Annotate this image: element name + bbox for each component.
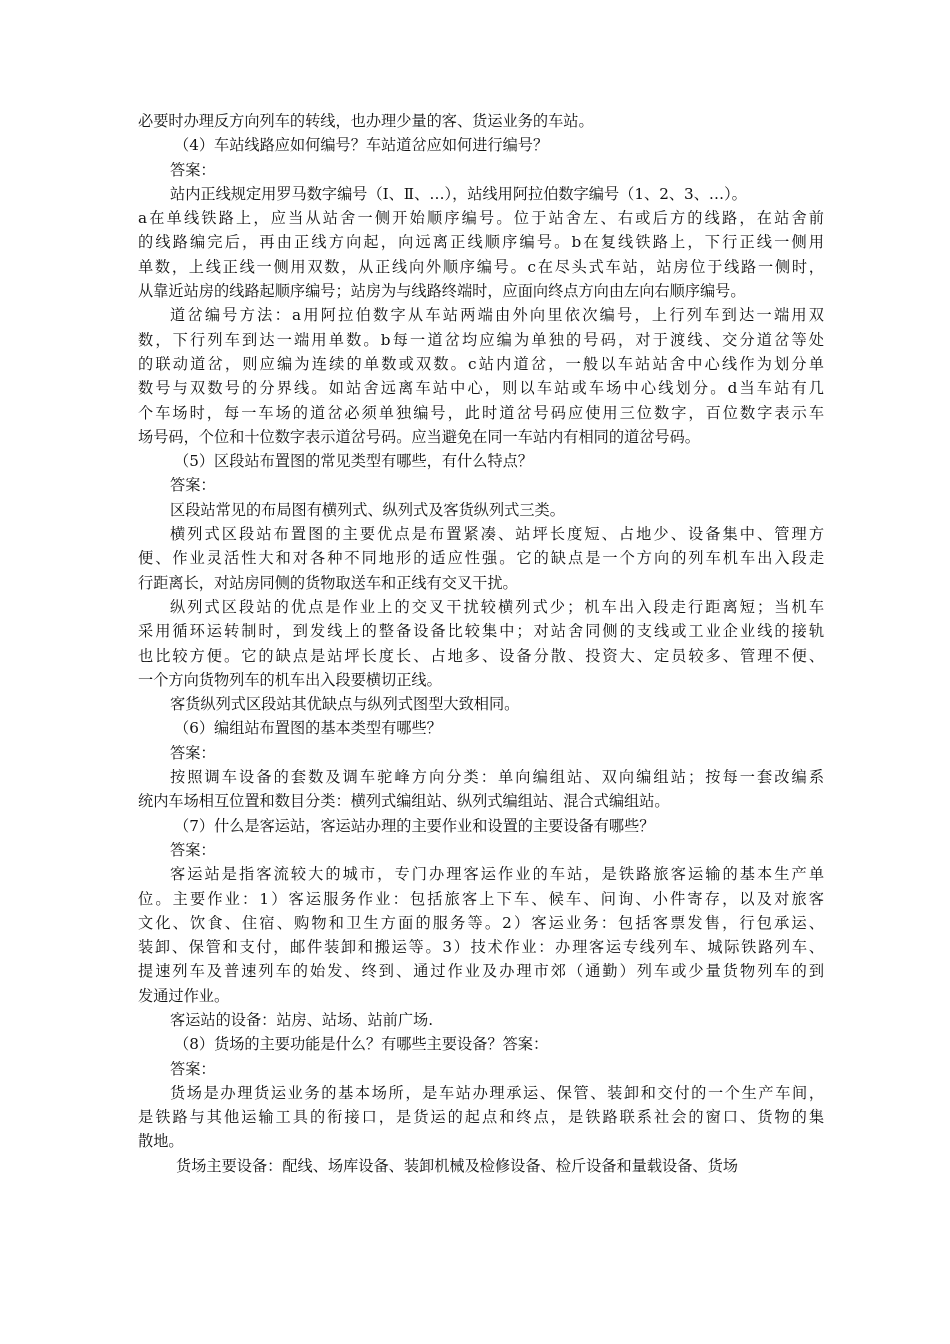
- answer-label: 答案：: [170, 160, 216, 179]
- text-line: 提速列车及普速列车的始发、终到、通过作业及办理市郊（通勤）列车或少量货物列车的到: [138, 962, 824, 981]
- text-line: 客运站是指客流较大的城市，专门办理客运作业的车站，是铁路旅客运输的基本生产单: [170, 865, 824, 884]
- text-line: 行距离长，对站房同侧的货物取送车和正线有交叉干扰。: [138, 573, 518, 592]
- text-line: 数，下行列车到达一端用单数。b每一道岔均应编为单独的号码，对于渡线、交分道岔等处: [138, 330, 824, 349]
- text-line: 文化、饮食、住宿、购物和卫生方面的服务等。2）客运业务：包括客票发售，行包承运、: [138, 913, 824, 932]
- text-line: 装卸、保管和支付，邮件装卸和搬运等。3）技术作业：办理客运专线列车、城际铁路列车、: [138, 938, 824, 957]
- text-line: 统内车场相互位置和数目分类：横列式编组站、纵列式编组站、混合式编组站。: [138, 792, 670, 811]
- text-line: 区段站常见的布局图有横列式、纵列式及客货纵列式三类。: [170, 500, 565, 519]
- text-line: 是铁路与其他运输工具的衔接口，是货运的起点和终点，是铁路联系社会的窗口、货物的集: [138, 1108, 824, 1127]
- answer-label: 答案：: [170, 1059, 216, 1078]
- answer-label: 答案：: [170, 476, 216, 495]
- text-line: 货场主要设备：配线、场库设备、装卸机械及检修设备、检斤设备和量载设备、货场: [176, 1156, 738, 1175]
- question-4: （4）车站线路应如何编号？车站道岔应如何进行编号？: [174, 136, 549, 155]
- answer-label: 答案：: [170, 840, 216, 859]
- answer-label: 答案：: [170, 743, 216, 762]
- question-7: （7）什么是客运站，客运站办理的主要作业和设置的主要设备有哪些？: [174, 816, 655, 835]
- text-line: 的联动道岔，则应编为连续的单数或双数。c站内道岔，一般以车站站舍中心线作为划分单: [138, 354, 824, 373]
- text-line: 场号码，个位和十位数字表示道岔号码。应当避免在同一车站内有相同的道岔号码。: [138, 427, 700, 446]
- text-line: a在单线铁路上，应当从站舍一侧开始顺序编号。位于站舍左、右或后方的线路，在站舍前: [138, 209, 824, 228]
- question-5: （5）区段站布置图的常见类型有哪些，有什么特点？: [174, 452, 533, 471]
- question-6: （6）编组站布置图的基本类型有哪些？: [174, 719, 442, 738]
- text-line: 个车场时，每一车场的道岔必须单独编号，此时道岔号码应使用三位数字，百位数字表示车: [138, 403, 824, 422]
- text-line: 一个方向货物列车的机车出入段要横切正线。: [138, 670, 442, 689]
- text-line: 便、作业灵活性大和对各种不同地形的适应性强。它的缺点是一个方向的列车机车出入段走: [138, 549, 824, 568]
- text-line: 的线路编完后，再由正线方向起，向远离正线顺序编号。b在复线铁路上，下行正线一侧用: [138, 233, 824, 252]
- text-line: 位。主要作业：1）客运服务作业：包括旅客上下车、候车、问询、小件寄存，以及对旅客: [138, 889, 824, 908]
- text-line: 发通过作业。: [138, 986, 230, 1005]
- text-line: 道岔编号方法：a用阿拉伯数字从车站两端由外向里依次编号，上行列车到达一端用双: [170, 306, 824, 325]
- text-line: 客运站的设备：站房、站场、站前广场.: [170, 1010, 434, 1029]
- text-line: 按照调车设备的套数及调车驼峰方向分类：单向编组站、双向编组站；按每一套改编系: [170, 768, 824, 787]
- text-line: 必要时办理反方向列车的转线，也办理少量的客、货运业务的车站。: [138, 112, 594, 130]
- text-line: 采用循环运转制时，到发线上的整备设备比较集中；对站舍同侧的支线或工业企业线的接轨: [138, 622, 824, 641]
- text-line: 纵列式区段站的优点是作业上的交叉干扰较横列式少；机车出入段走行距离短；当机车: [170, 597, 824, 616]
- question-8: （8）货场的主要功能是什么？有哪些主要设备？答案：: [174, 1035, 549, 1054]
- text-line: 散地。: [138, 1132, 184, 1151]
- text-line: 站内正线规定用罗马数字编号（Ⅰ、Ⅱ、…），站线用阿拉伯数字编号（1、2、3、…）。: [170, 184, 747, 203]
- text-line: 客货纵列式区段站其优缺点与纵列式图型大致相同。: [170, 695, 520, 714]
- text-line: 横列式区段站布置图的主要优点是布置紧凑、站坪长度短、占地少、设备集中、管理方: [170, 525, 824, 544]
- text-line: 货场是办理货运业务的基本场所，是车站办理承运、保管、装卸和交付的一个生产车间，: [170, 1083, 824, 1102]
- text-line: 单数，上线正线一侧用双数，从正线向外顺序编号。c在尽头式车站，站房位于线路一侧时，: [138, 257, 824, 276]
- body-text: [138, 109, 824, 1178]
- text-line: 从靠近站房的线路起顺序编号；站房为与线路终端时，应面向终点方向由左向右顺序编号。: [138, 282, 746, 301]
- text-line: 数号与双数号的分界线。如站舍远离车站中心，则以车站或车场中心线划分。d当车站有几: [138, 379, 824, 398]
- text-line: 也比较方便。它的缺点是站坪长度长、占地多、设备分散、投资大、定员较多、管理不便、: [138, 646, 824, 665]
